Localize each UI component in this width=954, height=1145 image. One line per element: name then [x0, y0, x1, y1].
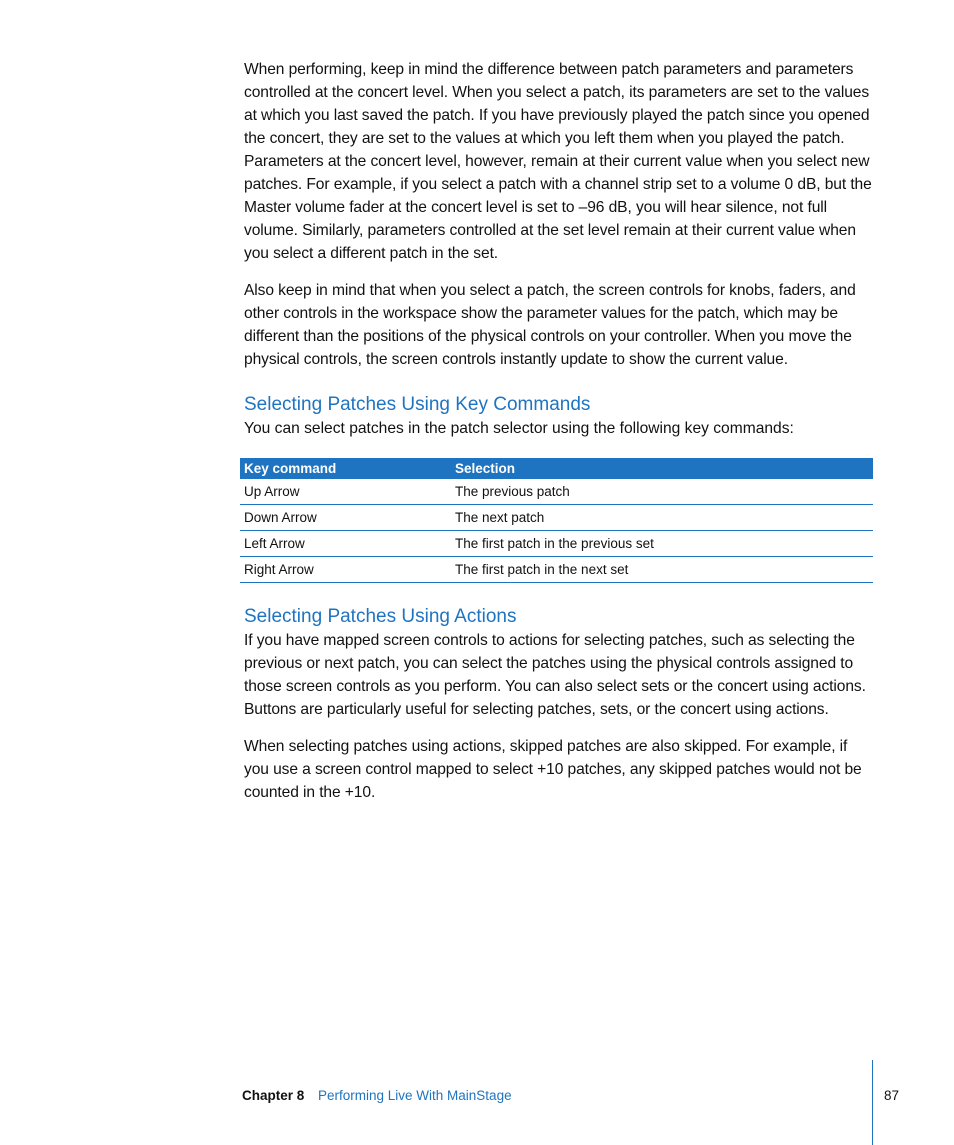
footer-chapter-title: Performing Live With MainStage [318, 1088, 512, 1103]
column-header-key-command: Key command [240, 458, 451, 479]
page-number: 87 [884, 1088, 900, 1103]
footer-chapter-label: Chapter 8 [242, 1088, 305, 1103]
table-row [240, 557, 873, 583]
table-row [240, 479, 873, 505]
body-paragraph-actions: If you have mapped screen controls to actions for selecting patches, such as selecting the previous or next patch, you can select the patches using the physical controls assigned to those screen controls as you perform. You can also select sets or the concert using actions. Buttons are particularly useful for selecting patches, sets, or the concert using actions. [244, 632, 866, 718]
section-heading-key-commands: Selecting Patches Using Key Commands [244, 394, 591, 415]
section-heading-actions: Selecting Patches Using Actions [244, 606, 517, 627]
table-cell-selection: The first patch in the next set [451, 557, 873, 583]
table-cell-key: Left Arrow [240, 531, 451, 557]
key-commands-intro: You can select patches in the patch selector using the following key commands: [244, 420, 794, 437]
table-cell-selection: The previous patch [451, 479, 873, 505]
body-paragraph-screen-controls: Also keep in mind that when you select a patch, the screen controls for knobs, faders, and other controls in the workspace show the parameter values for the patch, which may be different than the positions of the physical controls on your controller. When you move the physical controls, the screen controls instantly update to show the current value. [244, 282, 856, 368]
table-cell-selection: The first patch in the previous set [451, 531, 873, 557]
footer-divider [872, 1060, 873, 1145]
table-cell-key: Down Arrow [240, 505, 451, 531]
table-header-row [240, 458, 873, 479]
column-header-selection: Selection [451, 458, 873, 479]
body-paragraph-patch-vs-concert: When performing, keep in mind the difference between patch parameters and parameters controlled at the concert level. When you select a patch, its parameters are set to the values at which you last saved the patch. If you have previously played the patch since you opened the concert, they are set to the values at which you left them when you played the patch. Parameters at the concert level, however, remain at their current value when you select new patches. For example, if you select a patch with a channel strip set to a volume 0 dB, but the Master volume fader at the concert level is set to –96 dB, you will hear silence, not full volume. Similarly, parameters controlled at the set level remain at their current value when you select a different patch in the set. [244, 61, 872, 262]
page-content [244, 58, 874, 818]
key-commands-table [240, 458, 873, 583]
table-row [240, 505, 873, 531]
table-row [240, 531, 873, 557]
table-cell-key: Up Arrow [240, 479, 451, 505]
table-cell-selection: The next patch [451, 505, 873, 531]
table-cell-key: Right Arrow [240, 557, 451, 583]
body-paragraph-skipped-patches: When selecting patches using actions, skipped patches are also skipped. For example, if you use a screen control mapped to select +10 patches, any skipped patches would not be counted in the +10. [244, 738, 862, 801]
